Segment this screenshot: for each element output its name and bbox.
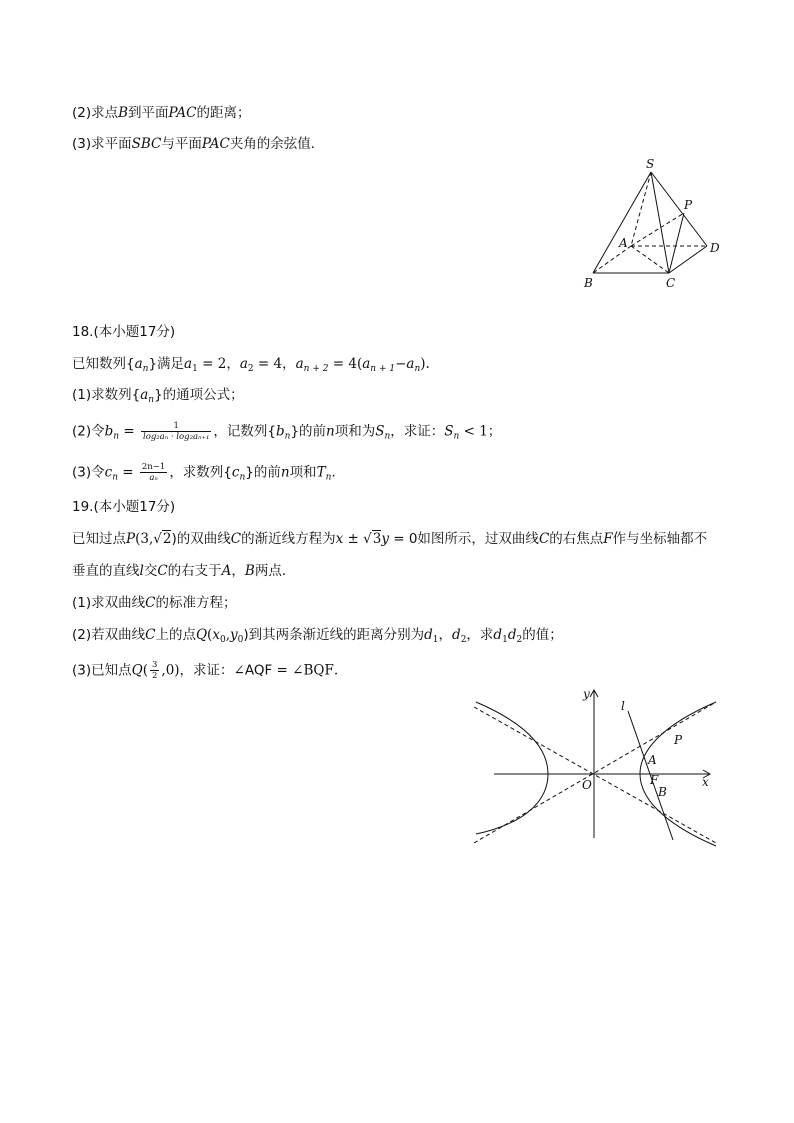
problem19-header: 19.(本小题17分): [72, 499, 176, 515]
problem18-given: 已知数列$\{a_n\}$满足$a_1 = 2$，$a_2 = 4$，$a_{n + 2} = 4(a_{n + 1}-a_n)$.: [72, 356, 430, 374]
label-y: y: [583, 687, 590, 701]
problem18-q2: (2)令$b_n$ = $\frac{1}{\text{log₂aₙ · log₂aₙ₊₁}}$ ，记数列$\{b_n\}$的前n项和为$S_n$，求证：$S_n < 1$；: [72, 421, 502, 442]
problem17-q3: (3)求平面SBC与平面PAC夹角的余弦值．: [72, 136, 325, 152]
label-S: S: [646, 157, 655, 171]
label-x: x: [702, 775, 709, 789]
label-A2: A: [648, 753, 657, 767]
problem18-header: 18.(本小题17分): [72, 324, 176, 340]
label-P: P: [684, 198, 693, 212]
label-C: C: [666, 276, 676, 290]
problem19-q3: (3)已知点Q( $\frac{3}{2}$ ,0)，求证：∠AQF = ∠BQF.: [72, 660, 339, 681]
label-A: A: [619, 236, 628, 250]
label-F: F: [650, 773, 659, 787]
problem18-q3: (3)令$c_n$ = $\frac{2n-1}{\text{aₙ}}$ ，求数列$\{c_n\}$的前n项和$T_n$.: [72, 462, 336, 483]
label-D: D: [710, 241, 720, 255]
problem19-q2: (2)若双曲线C上的点$Q(x_0,y_0)$到其两条渐近线的距离分别为$d_1$，$d_2$，求$d_1d_2$的值；: [72, 627, 563, 645]
label-O: O: [582, 778, 592, 792]
problem17-q2: (2)求点B到平面PAC的距离；: [72, 105, 251, 121]
label-l: l: [621, 699, 625, 713]
label-B2: B: [658, 785, 667, 799]
problem18-q1: (1)求数列$\{a_n\}$的通项公式；: [72, 387, 244, 405]
problem19-given-line1: 已知过点P(3,√2)的双曲线C的渐近线方程为x ± √3y = 0如图所示，过双曲线C的右焦点F作与坐标轴都不: [72, 531, 708, 547]
problem19-given-line2: 垂直的直线l交C的右支于A，B两点．: [72, 563, 296, 579]
label-P2: P: [674, 733, 683, 747]
label-B: B: [584, 276, 593, 290]
problem19-q1: (1)求双曲线C的标准方程；: [72, 595, 237, 611]
